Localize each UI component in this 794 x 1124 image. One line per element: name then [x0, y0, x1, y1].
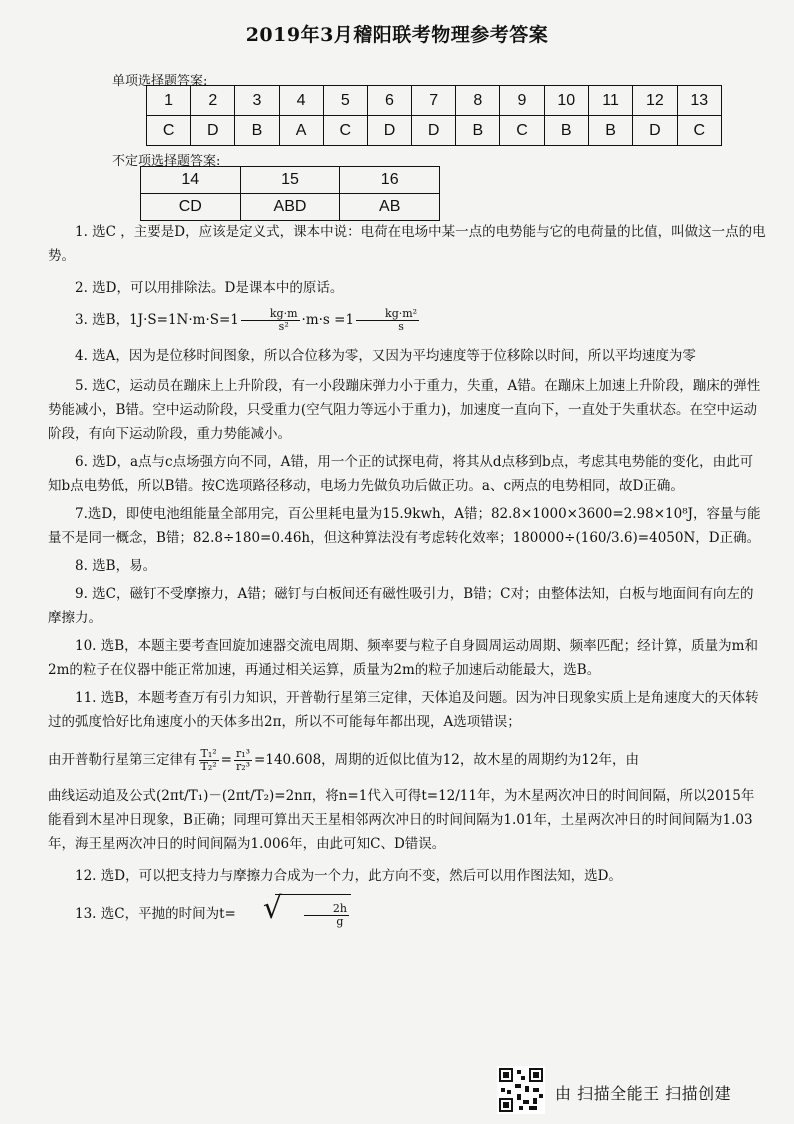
answer-cell: ABD — [240, 194, 340, 221]
answer-cell: B — [235, 116, 279, 146]
solution-q11-part3: 曲线运动追及公式(2πt/T₁)－(2πt/T₂)=2nπ，将n=1代入可得t=12/11年，为木星两次冲日的时间间隔，所以2015年能看到木星冲日现象，B正确；同理可算出天王星相邻两次冲日的时间间隔为1.01年，土星两次冲日的时间间隔为1.03年，海王星两次冲日的时间间隔为1.006年，由此可知C、D错误。 — [48, 788, 755, 852]
solution-q8: 8. 选B，易。 — [75, 558, 157, 574]
solution-q11-part2: 由开普勒行星第三定律有 $\frac{\text{T₁²}}{\text{T₂²}}$ = $\frac{\text{r₁³}}{\text{r₂³}}$ =140.608，周期的近似比值为12，故木星的周期约为12年，由 — [48, 747, 640, 773]
question-number-cell: 1 — [147, 86, 191, 116]
answer-cell: D — [412, 116, 456, 146]
question-number-cell: 12 — [633, 86, 677, 116]
solution-q2: 2. 选D，可以用排除法。D是课本中的原话。 — [75, 280, 344, 296]
solution-body — [48, 220, 766, 935]
solution-q10: 10. 选B，本题主要考查回旋加速器交流电周期、频率要与粒子自身圆周运动周期、频率匹配；经计算，质量为m和2m的粒子在仪器中能正常加速，再通过相关运算，质量为2m的粒子加速后动能最大，选B。 — [48, 638, 758, 678]
question-number-cell: 6 — [367, 86, 411, 116]
answer-cell: D — [191, 116, 235, 146]
solution-q11-part1: 11. 选B，本题考查万有引力知识，开普勒行星第三定律，天体追及问题。因为冲日现象实质上是角速度大的天体转过的弧度恰好比角速度小的天体多出2π，所以不可能每年都出现，A选项错误； — [48, 690, 759, 730]
question-number-cell: 2 — [191, 86, 235, 116]
question-number-cell: 4 — [279, 86, 323, 116]
question-number-cell: 11 — [588, 86, 632, 116]
question-number-cell: 10 — [544, 86, 588, 116]
kepler-fraction-left: $\frac{\text{T₁²}}{\text{T₂²}}$ — [200, 747, 217, 773]
single-choice-label: 单项选择题答案: — [112, 74, 208, 89]
answer-cell: CD — [141, 194, 241, 221]
answer-cell: D — [633, 116, 677, 146]
answer-cell: A — [279, 116, 323, 146]
scanner-credit: 由 扫描全能王 扫描创建 — [555, 1084, 732, 1103]
question-number-cell: 9 — [500, 86, 544, 116]
answer-cell: C — [147, 116, 191, 146]
solution-q1: 1. 选C ，主要是D，应该是定义式，课本中说：电荷在电场中某一点的电势能与它的电荷量的比值，叫做这一点的电势。 — [48, 224, 766, 264]
page-title: 2019年3月稽阳联考物理参考答案 — [245, 24, 549, 46]
answer-cell: C — [500, 116, 544, 146]
solution-q12: 12. 选D，可以把支持力与摩擦力合成为一个力，此方向不变，然后可以用作图法知，选D。 — [75, 868, 622, 884]
solution-q5: 5. 选C，运动员在蹦床上上升阶段，有一小段蹦床弹力小于重力，失重，A错。在蹦床上加速上升阶段，蹦床的弹性势能减小，B错。空中运动阶段，只受重力(空气阻力等远小于重力)，加速度一直向下，一直处于失重状态。在空中运动阶段，有向下运动阶段，重力势能减小。 — [48, 378, 761, 442]
solution-q13: 13. 选C，平抛的时间为t= √ $\frac{2h}{g}$ — [48, 894, 766, 935]
multi-choice-label: 不定项选择题答案: — [112, 154, 221, 169]
table-row — [147, 86, 722, 116]
question-number-cell: 13 — [677, 86, 721, 116]
multi-choice-table — [140, 166, 440, 221]
solution-q6: 6. 选D，a点与c点场强方向不同，A错，用一个正的试探电荷，将其从d点移到b点，考虑其电势能的变化，由此可知b点电势低，所以B错。按C选项路径移动，电场力先做负功后做正功。a、c两点的电势相同，故D正确。 — [48, 454, 754, 494]
answer-cell: B — [456, 116, 500, 146]
q3-fraction-2: $\frac{\text{kg·m²}}{s}$ — [356, 308, 419, 333]
answer-cell: C — [677, 116, 721, 146]
q3-prefix: 3. 选B，1J·S=1N·m·S=1 — [75, 312, 239, 328]
solution-q4: 4. 选A，因为是位移时间图象，所以合位移为零，又因为平均速度等于位移除以时间，所以平均速度为零 — [75, 348, 696, 364]
answer-cell: D — [367, 116, 411, 146]
table-row — [141, 167, 440, 194]
question-number-cell: 15 — [240, 167, 340, 194]
question-number-cell: 5 — [323, 86, 367, 116]
single-choice-table — [146, 85, 722, 146]
table-row — [141, 194, 440, 221]
answer-cell: B — [588, 116, 632, 146]
question-number-cell: 7 — [412, 86, 456, 116]
question-number-cell: 3 — [235, 86, 279, 116]
solution-q7: 7.选D，即使电池组能量全部用完，百公里耗电量为15.9kwh，A错；82.8×1000×3600=2.98×10⁸J，容量与能量不是同一概念，B错；82.8÷180=0.46h，但这种算法没有考虑转化效率；180000÷(160/3.6)=4050N，D正确。 — [48, 506, 761, 546]
answer-cell: B — [544, 116, 588, 146]
solution-q9: 9. 选C，磁钉不受摩擦力，A错；磁钉与白板间还有磁性吸引力，B错；C对；由整体法知，白板与地面间有向左的摩擦力。 — [48, 586, 754, 626]
question-number-cell: 16 — [340, 167, 440, 194]
sqrt-expression: √ $\frac{2h}{g}$ — [236, 894, 351, 935]
answer-cell: AB — [340, 194, 440, 221]
question-number-cell: 8 — [456, 86, 500, 116]
solution-q3: 3. 选B，1J·S=1N·m·S=1 $\frac{kg\cdot m}{\text{s²}}$ ·m·s =1 $\frac{\text{kg·m²}}{s}$ — [75, 307, 418, 333]
qr-code-icon — [497, 1066, 545, 1114]
question-number-cell: 14 — [141, 167, 241, 194]
q3-fraction-1: $\frac{kg\cdot m}{\text{s²}}$ — [241, 308, 300, 333]
answer-cell: C — [323, 116, 367, 146]
table-row — [147, 116, 722, 146]
scanner-footer — [497, 1066, 787, 1116]
q13-fraction: $\frac{2h}{g}$ — [304, 903, 349, 928]
kepler-fraction-right: $\frac{\text{r₁³}}{\text{r₂³}}$ — [235, 747, 251, 773]
